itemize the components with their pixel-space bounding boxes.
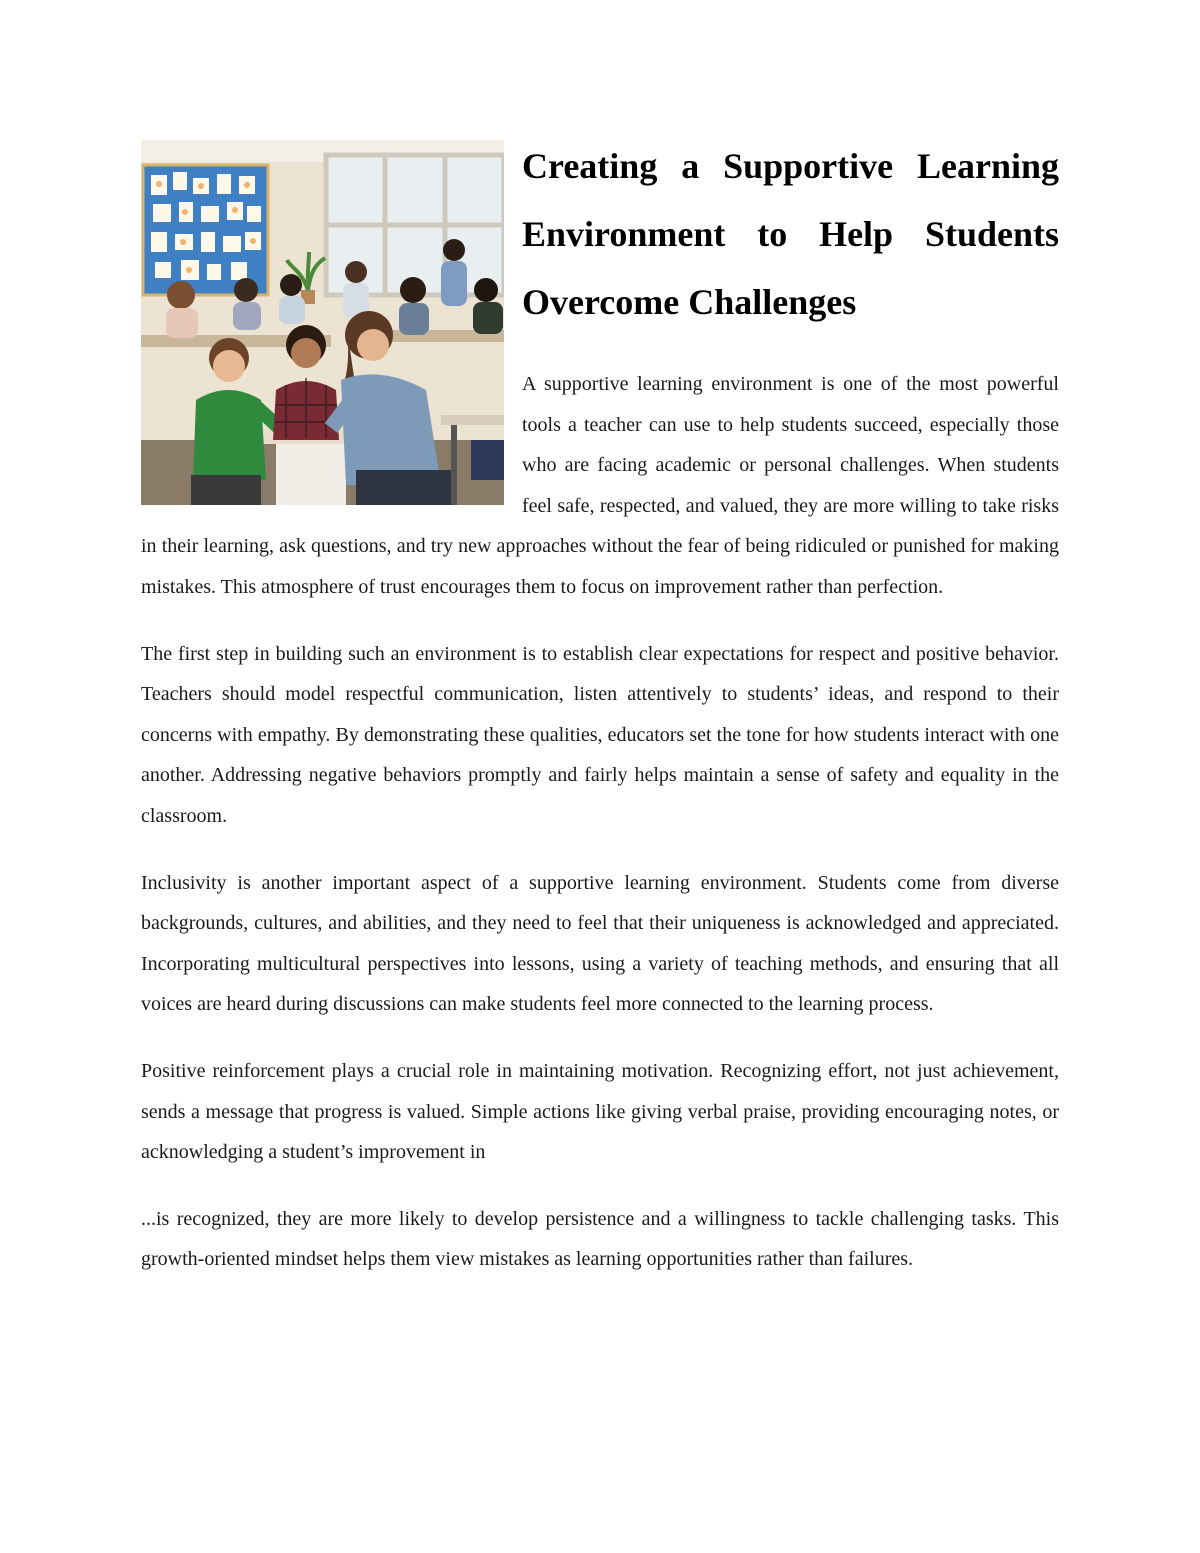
- paragraph-intro: A supportive learning environment is one of the most powerful tools a teacher can use to help students succeed, especially those who are facing academic or personal challenges. When students feel safe, respected, and valued, they are more willing to take risks in their learning, ask questions, and try new approaches without the fear of being ridiculed or punished for making mistakes. This atmosphere of trust encourages them to focus on improvement rather than perfection.: [141, 373, 1059, 598]
- paragraph-reinforcement: Positive reinforcement plays a crucial role in maintaining motivation. Recognizing effort, not just achievement, sends a message that progress is valued. Simple actions like giving verbal praise, providing encouraging notes, or acknowledging a student’s improvement in: [141, 1059, 1059, 1164]
- paragraph-expectations: The first step in building such an environment is to establish clear expectations for respect and positive behavior. Teachers should model respectful communication, listen attentively to students’ ideas, and respond to their concerns with empathy. By demonstrating these qualities, educators set the tone for how students interact with one another. Addressing negative behaviors promptly and fairly helps maintain a sense of safety and equality in the classroom.: [141, 642, 1059, 827]
- paragraph-persistence: ...is recognized, they are more likely to develop persistence and a willingness to tackle challenging tasks. This growth-oriented mindset helps them view mistakes as learning opportunities rather than failures.: [141, 1207, 1059, 1271]
- paragraph-inclusivity: Inclusivity is another important aspect of a supportive learning environment. Students come from diverse backgrounds, cultures, and abilities, and they need to feel that their uniqueness is acknowledged and appreciated. Incorporating multicultural perspectives into lessons, using a variety of teaching methods, and ensuring that all voices are heard during discussions can make students feel more connected to the learning process.: [141, 871, 1059, 1016]
- article-body: [141, 140, 1059, 1280]
- article-title: Creating a Supportive Learning Environment to Help Students Overcome Challenges: [522, 146, 1059, 322]
